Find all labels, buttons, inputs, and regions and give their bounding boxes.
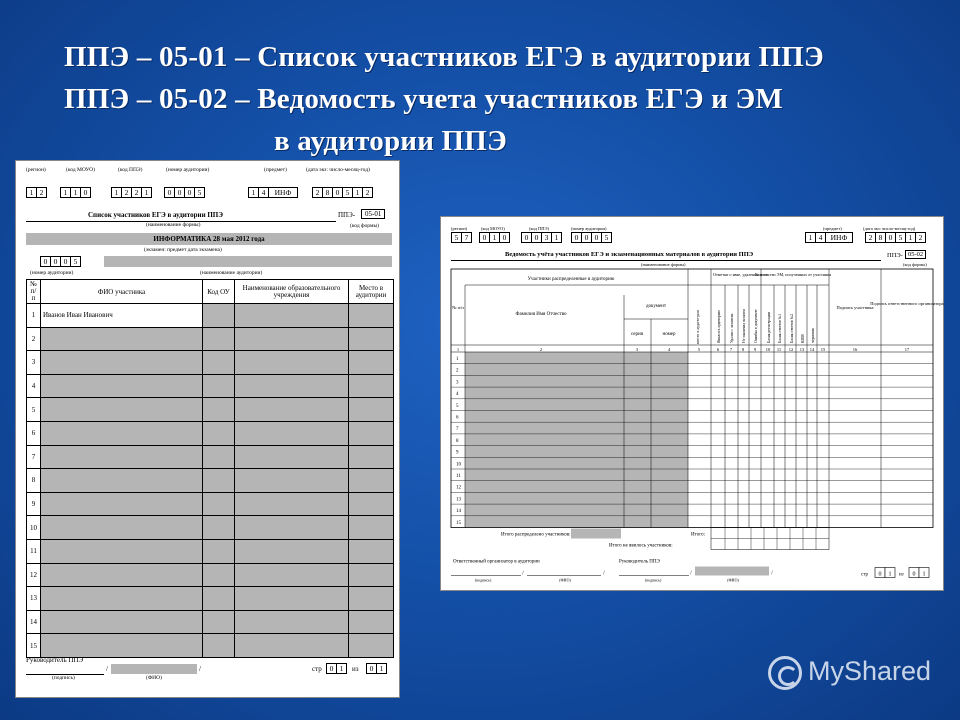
label-aud: (номер аудитории)	[166, 167, 210, 173]
vertical-header: Ошибка в документе	[754, 309, 758, 343]
table-row	[27, 374, 394, 398]
column-number: 9	[753, 347, 757, 352]
f2-label-aud: (номер аудитории)	[571, 226, 607, 231]
f2-label-mouo: (код МОУО)	[481, 226, 505, 231]
myshared-logo-icon	[768, 656, 802, 690]
row-fio	[41, 398, 203, 422]
column-number: 2	[539, 347, 543, 352]
page-no-digit: 0	[878, 571, 882, 578]
row-cell	[349, 539, 394, 563]
row-cell	[235, 445, 349, 469]
row-cell	[235, 587, 349, 611]
pages-digit: 0	[912, 571, 916, 578]
f2-ledger-table	[441, 217, 945, 592]
head-fio-box	[695, 567, 769, 576]
row-number: 11	[27, 539, 41, 563]
form1-code-label: ППЭ-	[338, 211, 356, 219]
em-header: Количество ЭМ, полученных от участника	[754, 272, 832, 277]
f2-code-sub: (код формы)	[903, 262, 927, 267]
row-fio	[41, 610, 203, 634]
form-05-02-document	[440, 216, 944, 591]
col-no-header: № п/п	[452, 305, 464, 310]
row-cell	[235, 351, 349, 375]
table-row	[27, 563, 394, 587]
doc-header: документ	[645, 304, 667, 309]
marks-header: Отметки о явке, удалении и т.п.	[712, 272, 770, 277]
row-number: 8	[456, 438, 459, 444]
column-number: 1	[456, 347, 460, 352]
row-number: 12	[456, 485, 461, 491]
row-fio	[41, 374, 203, 398]
row-cell	[349, 634, 394, 658]
row-number: 15	[456, 520, 461, 526]
column-number: 3	[635, 347, 639, 352]
f2-ppe-boxes: 0 0 3 1	[521, 232, 561, 250]
row-fio	[41, 445, 203, 469]
column-number: 7	[729, 347, 733, 352]
vertical-header: Явился в аудиторию	[717, 310, 721, 343]
row-fio	[41, 587, 203, 611]
label-date: (дата экз: число-месяц-год)	[306, 167, 370, 173]
table-row	[27, 445, 394, 469]
row-cell	[203, 398, 235, 422]
row-cell	[235, 634, 349, 658]
number-header: номер	[662, 332, 676, 337]
column-number: 5	[697, 347, 701, 352]
row-number: 14	[456, 509, 461, 515]
mouo-boxes: 1 1 0	[60, 187, 90, 205]
row-cell	[235, 516, 349, 540]
row-number: 13	[456, 497, 461, 503]
slide-title	[64, 36, 824, 162]
col-school: Наименование образовательного учреждения	[235, 280, 349, 304]
row-fio	[41, 539, 203, 563]
sign-participant-header: Подпись участника	[836, 305, 874, 310]
distributed-header: Участники распределенные в аудиторию	[527, 277, 615, 282]
column-number: 11	[776, 347, 782, 352]
table-row	[27, 492, 394, 516]
head-label: Руководитель ППЭ	[619, 559, 660, 565]
sign-label: (подпись)	[474, 577, 492, 583]
of-label: из	[899, 572, 904, 578]
row-cell	[349, 374, 394, 398]
aud-name-label: (наименование аудитории)	[200, 270, 263, 276]
footer-fio: (ФИО)	[146, 675, 162, 681]
row-cell	[203, 610, 235, 634]
table-row	[27, 398, 394, 422]
row-cell	[349, 304, 394, 328]
row-cell	[235, 374, 349, 398]
row-cell	[349, 445, 394, 469]
f2-subject-boxes: 1 4 ИНФ	[805, 232, 852, 250]
table-row	[27, 610, 394, 634]
column-number: 16	[852, 347, 858, 352]
row-number: 5	[27, 398, 41, 422]
row-number: 5	[456, 403, 459, 409]
page-label: стр	[861, 572, 868, 578]
table-row	[27, 587, 394, 611]
row-cell	[203, 374, 235, 398]
f2-mouo-boxes: 0 1 0	[479, 232, 509, 250]
total-label: Итого:	[691, 532, 706, 538]
f2-heading: Ведомость учёта участников ЕГЭ и экзаменационных материалов в аудитории ППЭ	[505, 251, 754, 258]
row-cell	[349, 351, 394, 375]
row-cell	[235, 469, 349, 493]
footer-sign: (подпись)	[52, 675, 75, 681]
row-number: 6	[27, 421, 41, 445]
row-fio: Иванов Иван Иванович	[41, 304, 203, 328]
column-number: 15	[820, 347, 826, 352]
place-header: место в аудито-рии	[695, 309, 700, 345]
vertical-header: Бланк регистрации	[767, 312, 771, 343]
title-line-3: в аудитории ППЭ	[274, 125, 507, 157]
f2-name-sub: (наименование формы)	[641, 262, 686, 267]
f2-label-ppe: (код ППЭ)	[529, 226, 549, 231]
row-fio	[41, 421, 203, 445]
row-number: 8	[27, 469, 41, 493]
page-no-digit: 1	[888, 571, 892, 578]
f2-code-label: ППЭ-	[887, 252, 903, 259]
total-absent-label: Итого не явилось участников:	[609, 543, 673, 549]
column-number: 10	[765, 347, 771, 352]
col-seat: Место в аудитории	[349, 280, 394, 304]
table-row	[27, 516, 394, 540]
row-cell	[235, 304, 349, 328]
label-region: (регион)	[26, 167, 46, 173]
watermark	[768, 656, 931, 690]
footer-pages: 0 1	[366, 663, 386, 681]
table-row	[27, 634, 394, 658]
row-fio	[41, 351, 203, 375]
slash: /	[771, 570, 773, 577]
row-cell	[235, 421, 349, 445]
vertical-header: Не закончил экзамен	[742, 309, 746, 343]
form1-heading: Список участников ЕГЭ в аудитории ППЭ	[88, 211, 223, 219]
row-number: 2	[27, 327, 41, 351]
sign-organizer-header: Подпись ответственного организатора	[870, 301, 944, 306]
aud-boxes: 0 0 0 5	[164, 187, 204, 205]
row-cell	[203, 304, 235, 328]
aud-box-row: 0 0 0 5	[40, 256, 80, 274]
row-number: 1	[27, 304, 41, 328]
row-cell	[203, 327, 235, 351]
label-mouo: (код МОУО)	[66, 167, 95, 173]
row-cell	[235, 539, 349, 563]
footer-head: Руководитель ППЭ	[26, 656, 84, 664]
pages-digit: 1	[922, 571, 926, 578]
exam-line: ИНФОРМАТИКА 28 мая 2012 года	[26, 233, 392, 245]
form1-name-sub: (наименование формы)	[146, 222, 201, 228]
title-line-2: ППЭ – 05-02 – Ведомость учета участников ЕГЭ и ЭМ	[64, 83, 783, 115]
row-cell	[349, 563, 394, 587]
f2-code: 05-02	[905, 250, 926, 259]
table-row	[27, 469, 394, 493]
row-number: 3	[27, 351, 41, 375]
row-cell	[203, 634, 235, 658]
slash: /	[522, 570, 524, 577]
subject-boxes: 1 4 ИНФ	[248, 187, 297, 205]
slash: /	[690, 570, 692, 577]
footer-page-label: стр	[312, 665, 322, 673]
vertical-header: Бланк ответов №1	[778, 313, 782, 343]
column-number: 4	[667, 347, 671, 352]
total-distributed-box	[571, 529, 621, 539]
vertical-header: КИМ	[801, 334, 805, 343]
row-number: 9	[27, 492, 41, 516]
row-cell	[349, 469, 394, 493]
label-ppe: (код ППЭ)	[118, 167, 143, 173]
watermark-text: MyShared	[808, 656, 932, 687]
f2-label-date: (дата экз: число-месяц-год)	[863, 226, 916, 231]
row-cell	[235, 398, 349, 422]
footer-of-label: из	[352, 665, 359, 673]
row-cell	[203, 516, 235, 540]
row-cell	[203, 563, 235, 587]
footer-page-no: 0 1	[326, 663, 346, 681]
f2-label-region: (регион)	[451, 226, 468, 231]
col-code: Код ОУ	[203, 280, 235, 304]
f2-date-boxes: 2 8 0 5 1 2	[865, 232, 925, 250]
series-header: серия	[631, 332, 643, 337]
row-fio	[41, 492, 203, 516]
ppe-boxes: 1 2 2 1	[111, 187, 151, 205]
column-number: 13	[799, 347, 805, 352]
row-cell	[349, 516, 394, 540]
responsive-organizer-label: Ответственный организатор в аудитории	[453, 559, 540, 565]
row-number: 7	[456, 427, 459, 433]
row-fio	[41, 327, 203, 351]
row-cell	[203, 421, 235, 445]
row-cell	[349, 492, 394, 516]
table-row	[27, 327, 394, 351]
row-cell	[203, 587, 235, 611]
row-cell	[349, 327, 394, 351]
grey-fill	[465, 352, 688, 528]
row-number: 6	[456, 415, 459, 421]
table-row	[27, 351, 394, 375]
row-cell	[349, 398, 394, 422]
region-boxes: 1 2	[26, 187, 46, 205]
row-cell	[349, 421, 394, 445]
column-number: 6	[716, 347, 720, 352]
row-cell	[203, 539, 235, 563]
row-cell	[203, 445, 235, 469]
sign-label: (подпись)	[644, 577, 662, 583]
table-row	[27, 539, 394, 563]
table-row	[27, 421, 394, 445]
column-number: 8	[741, 347, 745, 352]
table-row	[27, 304, 394, 328]
row-number: 12	[27, 563, 41, 587]
form1-code: 05-01	[361, 209, 385, 219]
col-fio: ФИО участника	[41, 280, 203, 304]
row-cell	[235, 610, 349, 634]
row-cell	[203, 469, 235, 493]
row-cell	[235, 327, 349, 351]
total-distributed-label: Итого распределено участников:	[501, 532, 571, 538]
f2-region-boxes: 5 7	[451, 232, 471, 250]
row-number: 9	[456, 450, 459, 456]
slash: /	[603, 570, 605, 577]
row-number: 4	[456, 392, 459, 398]
column-number: 17	[904, 347, 910, 352]
f2-aud-boxes: 0 0 0 5	[571, 232, 611, 250]
fio-label: (ФИО)	[559, 577, 571, 583]
row-cell	[349, 587, 394, 611]
row-fio	[41, 469, 203, 493]
form1-code-sub: (код формы)	[350, 223, 379, 229]
row-number: 4	[27, 374, 41, 398]
row-number: 11	[456, 474, 461, 479]
form-05-01-document: (регион) (код МОУО) (код ППЭ) (номер аудитории) (предмет) (дата экз: число-месяц-год) 1 2 1 1 0 1 2 2 1 0 0 0 5 1 4 ИНФ 2 8 0 5 1 2 Список участников ЕГЭ в аудитории ППЭ (наименование формы) ППЭ- 05-01 (код формы) ИНФОРМАТИКА 28 мая 2012 года (экзамен: предмет дата экзамена) 0 0 0 5 (номер аудитории) (наименование аудитории) № п/п ФИО участника Код ОУ Наименование образовательного учреждения Место в аудитории 1 Иванов Иван Иванович 2 3 4 5 6 7 8 9 10 11 12 13 14 15 Руководитель ППЭ / / (подпись) (ФИО) стр 0 1 из 0 1	[15, 160, 400, 698]
column-number: 14	[809, 347, 815, 352]
label-subject: (предмет)	[264, 167, 287, 173]
vertical-header: Удален с экзамена	[730, 313, 734, 343]
row-cell	[349, 610, 394, 634]
column-number: 12	[788, 347, 794, 352]
row-number: 7	[27, 445, 41, 469]
row-number: 14	[27, 610, 41, 634]
exam-sub: (экзамен: предмет дата экзамена)	[144, 247, 222, 253]
date-boxes: 2 8 0 5 1 2	[312, 187, 372, 205]
row-cell	[235, 492, 349, 516]
fio-header: Фамилия Имя Отчество	[515, 312, 567, 317]
row-number: 15	[27, 634, 41, 658]
col-no: № п/п	[27, 280, 41, 304]
title-line-1: ППЭ – 05-01 – Список участников ЕГЭ в аудитории ППЭ	[64, 41, 824, 73]
row-cell	[203, 492, 235, 516]
participants-table	[26, 279, 394, 658]
row-number: 2	[456, 368, 459, 374]
row-cell	[203, 351, 235, 375]
row-number: 10	[27, 516, 41, 540]
row-fio	[41, 634, 203, 658]
fio-label: (ФИО)	[727, 577, 739, 583]
row-number: 1	[456, 357, 459, 362]
row-fio	[41, 516, 203, 540]
f2-label-subject: (предмет)	[823, 226, 842, 231]
row-cell	[235, 563, 349, 587]
vertical-header: Бланк ответов №2	[790, 313, 794, 343]
row-number: 10	[456, 462, 461, 468]
row-fio	[41, 563, 203, 587]
row-number: 3	[456, 380, 459, 386]
row-number: 13	[27, 587, 41, 611]
aud-label: (номер аудитории)	[30, 270, 74, 276]
vertical-header: черновик	[811, 327, 815, 343]
